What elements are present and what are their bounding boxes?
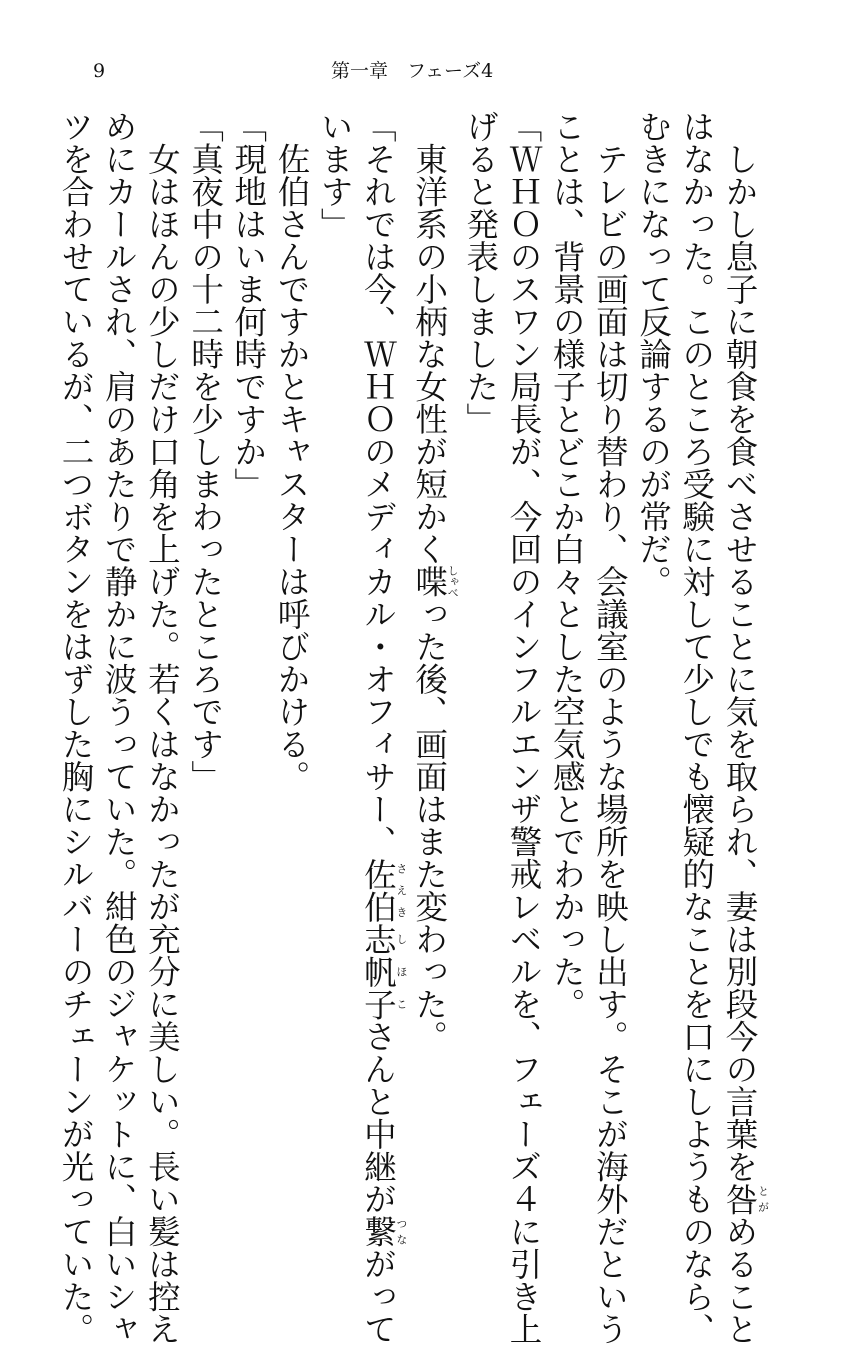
text-line-15: めにカールされ、肩のあたりで静かに波うっていた。紺色のジャケットに、白いシャ [100, 110, 139, 1345]
page-number: 9 [93, 60, 106, 82]
text-line-3: むきになって反論するのが常だ。 [634, 110, 673, 598]
text-line-7: げると発表しました」 [461, 110, 500, 435]
text-line-16: ツを合わせているが、二つボタンをはずした胸にシルバーのチェーンが光っていた。 [56, 110, 95, 1345]
ruby-togameru: 咎とが [721, 1182, 770, 1215]
text-line-1: しかし息子に朝食を食べさせることに気を取られ、妻は別段今の言葉を咎とがめること [721, 110, 770, 1345]
text-line-2: はなかった。このところ受験に対して少しでも懐疑的なことを口にしようものなら、 [677, 110, 716, 1345]
text-line-10: います」 [316, 110, 355, 240]
vertical-body-text [54, 110, 770, 1345]
running-head: 第一章 フェーズ4 [331, 60, 494, 82]
text-line-4: テレビの画面は切り替わり、会議室のような場所を映し出す。そこが海外だという [591, 110, 630, 1345]
text-line-5: ことは、背景の様子とどこか白々とした空気感とでわかった。 [548, 110, 587, 1020]
text-line-8: 東洋系の小柄な女性が短かく喋しゃべった後、画面はまた変わった。 [410, 110, 460, 1053]
text-line-12: 「現地はいま何時ですか」 [229, 110, 268, 500]
text-line-14: 女はほんの少しだけ口角を上げた。若くはなかったが充分に美しい。長い髪は控え [143, 110, 182, 1345]
ruby-tsunagaru: 繋つな [359, 1215, 408, 1248]
ruby-saeki: 佐伯さえき [359, 857, 408, 923]
ruby-shaberu: 喋しゃべ [410, 564, 460, 598]
text-line-6: 「ＷＨＯのスワン局長が、今回のインフルエンザ警戒レベルを、フェーズ４に引き上 [504, 110, 543, 1345]
text-line-13: 「真夜中の十二時を少しまわったところです」 [186, 110, 225, 793]
text-line-9: 「それでは今、ＷＨＯのメディカル・オフィサー、佐伯さえき志帆子しほこさんと中継が繋つながって [359, 110, 408, 1345]
ruby-shiho: 志帆子しほこ [359, 922, 408, 1020]
text-line-11: 佐伯さんですかとキャスターは呼びかける。 [272, 110, 311, 793]
